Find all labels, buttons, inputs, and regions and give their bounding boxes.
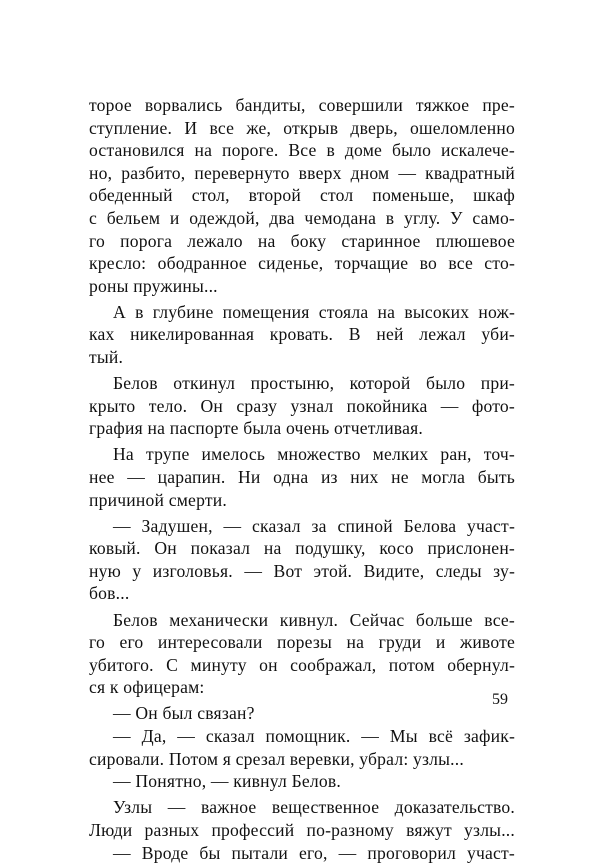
text-line: Белов механически кивнул. Сейчас больше все- — [113, 609, 515, 630]
text-line: торое ворвались бандиты, совершили тяжкое пре- — [89, 95, 515, 115]
paragraph-1 — [89, 94, 515, 297]
text-line: На трупе имелось множество мелких ран, точ- — [113, 444, 515, 465]
body-text — [89, 94, 515, 868]
text-line: ступление. И все же, открыв дверь, ошеломленно — [89, 117, 515, 138]
text-line: го его интересовали порезы на груди и животе — [89, 632, 515, 653]
text-line: обеденный стол, второй стол поменьше, шкаф — [89, 185, 515, 206]
text-line: сировали. Потом я срезал веревки, убрал: узлы... — [89, 748, 464, 769]
text-line: — Вроде бы пытали его, — проговорил участ- — [113, 842, 515, 863]
paragraph-4 — [89, 443, 515, 511]
paragraph-8 — [89, 725, 515, 793]
paragraph-3 — [89, 372, 515, 440]
paragraph-6 — [89, 609, 515, 699]
text-line: но, разбито, перевернуто вверх дном — квадратный — [89, 162, 515, 183]
page-number: 59 — [492, 691, 508, 708]
text-line: ную у изголовья. — Вот этой. Видите, следы зу- — [89, 560, 515, 581]
text-line: ках никелированная кровать. В ней лежал уби- — [89, 324, 515, 345]
text-line: Белов откинул простыню, которой было при- — [113, 373, 515, 394]
text-line: ся к офицерам: — [89, 677, 205, 698]
text-line: А в глубине помещения стояла на высоких нож- — [113, 301, 515, 322]
text-line: роны пружины... — [89, 275, 218, 296]
paragraph-7 — [89, 702, 515, 725]
text-line: кресло: ободранное сиденье, торчащие во все сто- — [89, 253, 515, 274]
text-line: — Да, — сказал помощник. — Мы всё зафик- — [113, 726, 515, 747]
text-line: бов... — [89, 583, 130, 604]
text-line: ковый. Он показал на подушку, косо прислонен- — [89, 538, 515, 559]
text-line: причиной смерти. — [89, 489, 227, 510]
text-line: убитого. С минуту он соображал, потом обернул- — [89, 654, 515, 675]
text-line: Люди разных профессий по-разному вяжут узлы... — [89, 819, 515, 840]
paragraph-2 — [89, 301, 515, 369]
text-line: го порога лежало на боку старинное плюшевое — [89, 230, 515, 251]
paragraph-9 — [89, 796, 515, 864]
text-line: тый. — [89, 347, 124, 368]
text-line: графия на паспорте была очень отчетливая. — [89, 418, 423, 439]
text-line: — Задушен, — сказал за спиной Белова участ- — [113, 515, 515, 536]
text-line: — Понятно, — кивнул Белов. — [113, 771, 341, 792]
text-line: нее — царапин. Ни одна из них не могла быть — [89, 467, 515, 487]
text-line: Узлы — важное вещественное доказательство. — [113, 797, 515, 818]
paragraph-5 — [89, 515, 515, 605]
text-line: остановился на пороге. Все в доме было искалече- — [89, 140, 515, 161]
text-line: с бельем и одеждой, два чемодана в углу. У само- — [89, 207, 515, 228]
text-line: крыто тело. Он сразу узнал покойника — фото- — [89, 395, 515, 416]
text-line: — Он был связан? — [113, 703, 255, 724]
